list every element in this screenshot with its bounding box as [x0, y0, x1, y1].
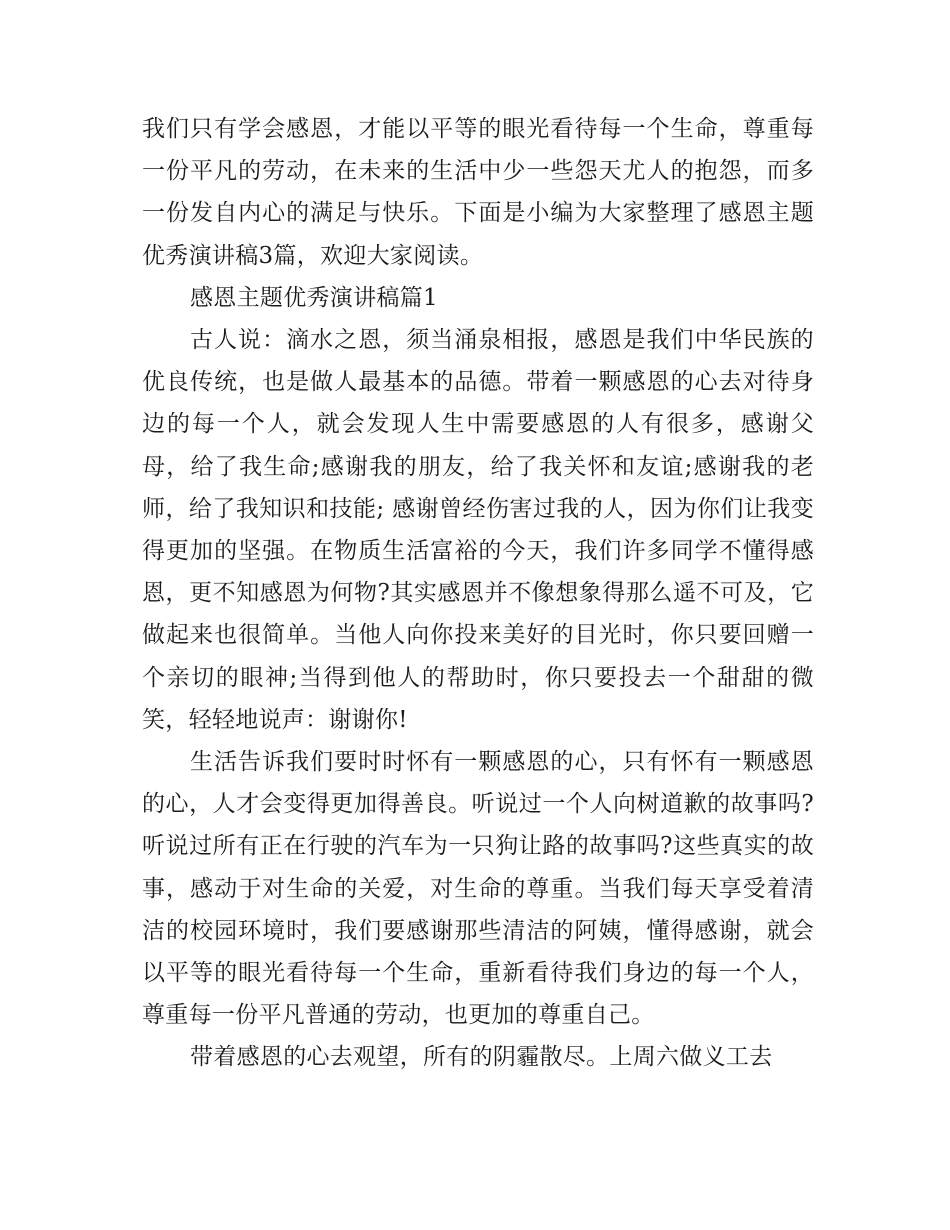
- intro-paragraph: 我们只有学会感恩，才能以平等的眼光看待每一个生命，尊重每一份平凡的劳动，在未来的生活中少一些怨天尤人的抱怨，而多一份发自内心的满足与快乐。下面是小编为大家整理了感恩主题优秀演讲稿3篇，欢迎大家阅读。: [142, 116, 814, 269]
- body-paragraph-3: 带着感恩的心去观望，所有的阴霾散尽。上周六做义工去: [190, 1044, 773, 1071]
- document-body: [142, 108, 814, 1079]
- section-heading: 感恩主题优秀演讲稿篇1: [190, 284, 438, 311]
- body-paragraph-1: 古人说：滴水之恩，须当涌泉相报，感恩是我们中华民族的优良传统，也是做人最基本的品德。带着一颗感恩的心去对待身边的每一个人，就会发现人生中需要感恩的人有很多，感谢父母，给了我生命;感谢我的朋友，给了我关怀和友谊;感谢我的老师，给了我知识和技能; 感谢曾经伤害过我的人，因为你们让我变得更加的坚强。在物质生活富裕的今天，我们许多同学不懂得感恩，更不知感恩为何物?其实感恩并不像想象得那么遥不可及，它做起来也很简单。当他人向你投来美好的目光时，你只要回赠一个亲切的眼神;当得到他人的帮助时，你只要投去一个甜甜的微笑，轻轻地说声：谢谢你!: [142, 327, 814, 733]
- body-paragraph-2: 生活告诉我们要时时怀有一颗感恩的心，只有怀有一颗感恩的心，人才会变得更加得善良。听说过一个人向树道歉的故事吗?听说过所有正在行驶的汽车为一只狗让路的故事吗?这些真实的故事，感动于对生命的关爱，对生命的尊重。当我们每天享受着清洁的校园环境时，我们要感谢那些清洁的阿姨，懂得感谢，就会以平等的眼光看待每一个生命，重新看待我们身边的每一个人，尊重每一份平凡普通的劳动，也更加的尊重自己。: [142, 749, 814, 1029]
